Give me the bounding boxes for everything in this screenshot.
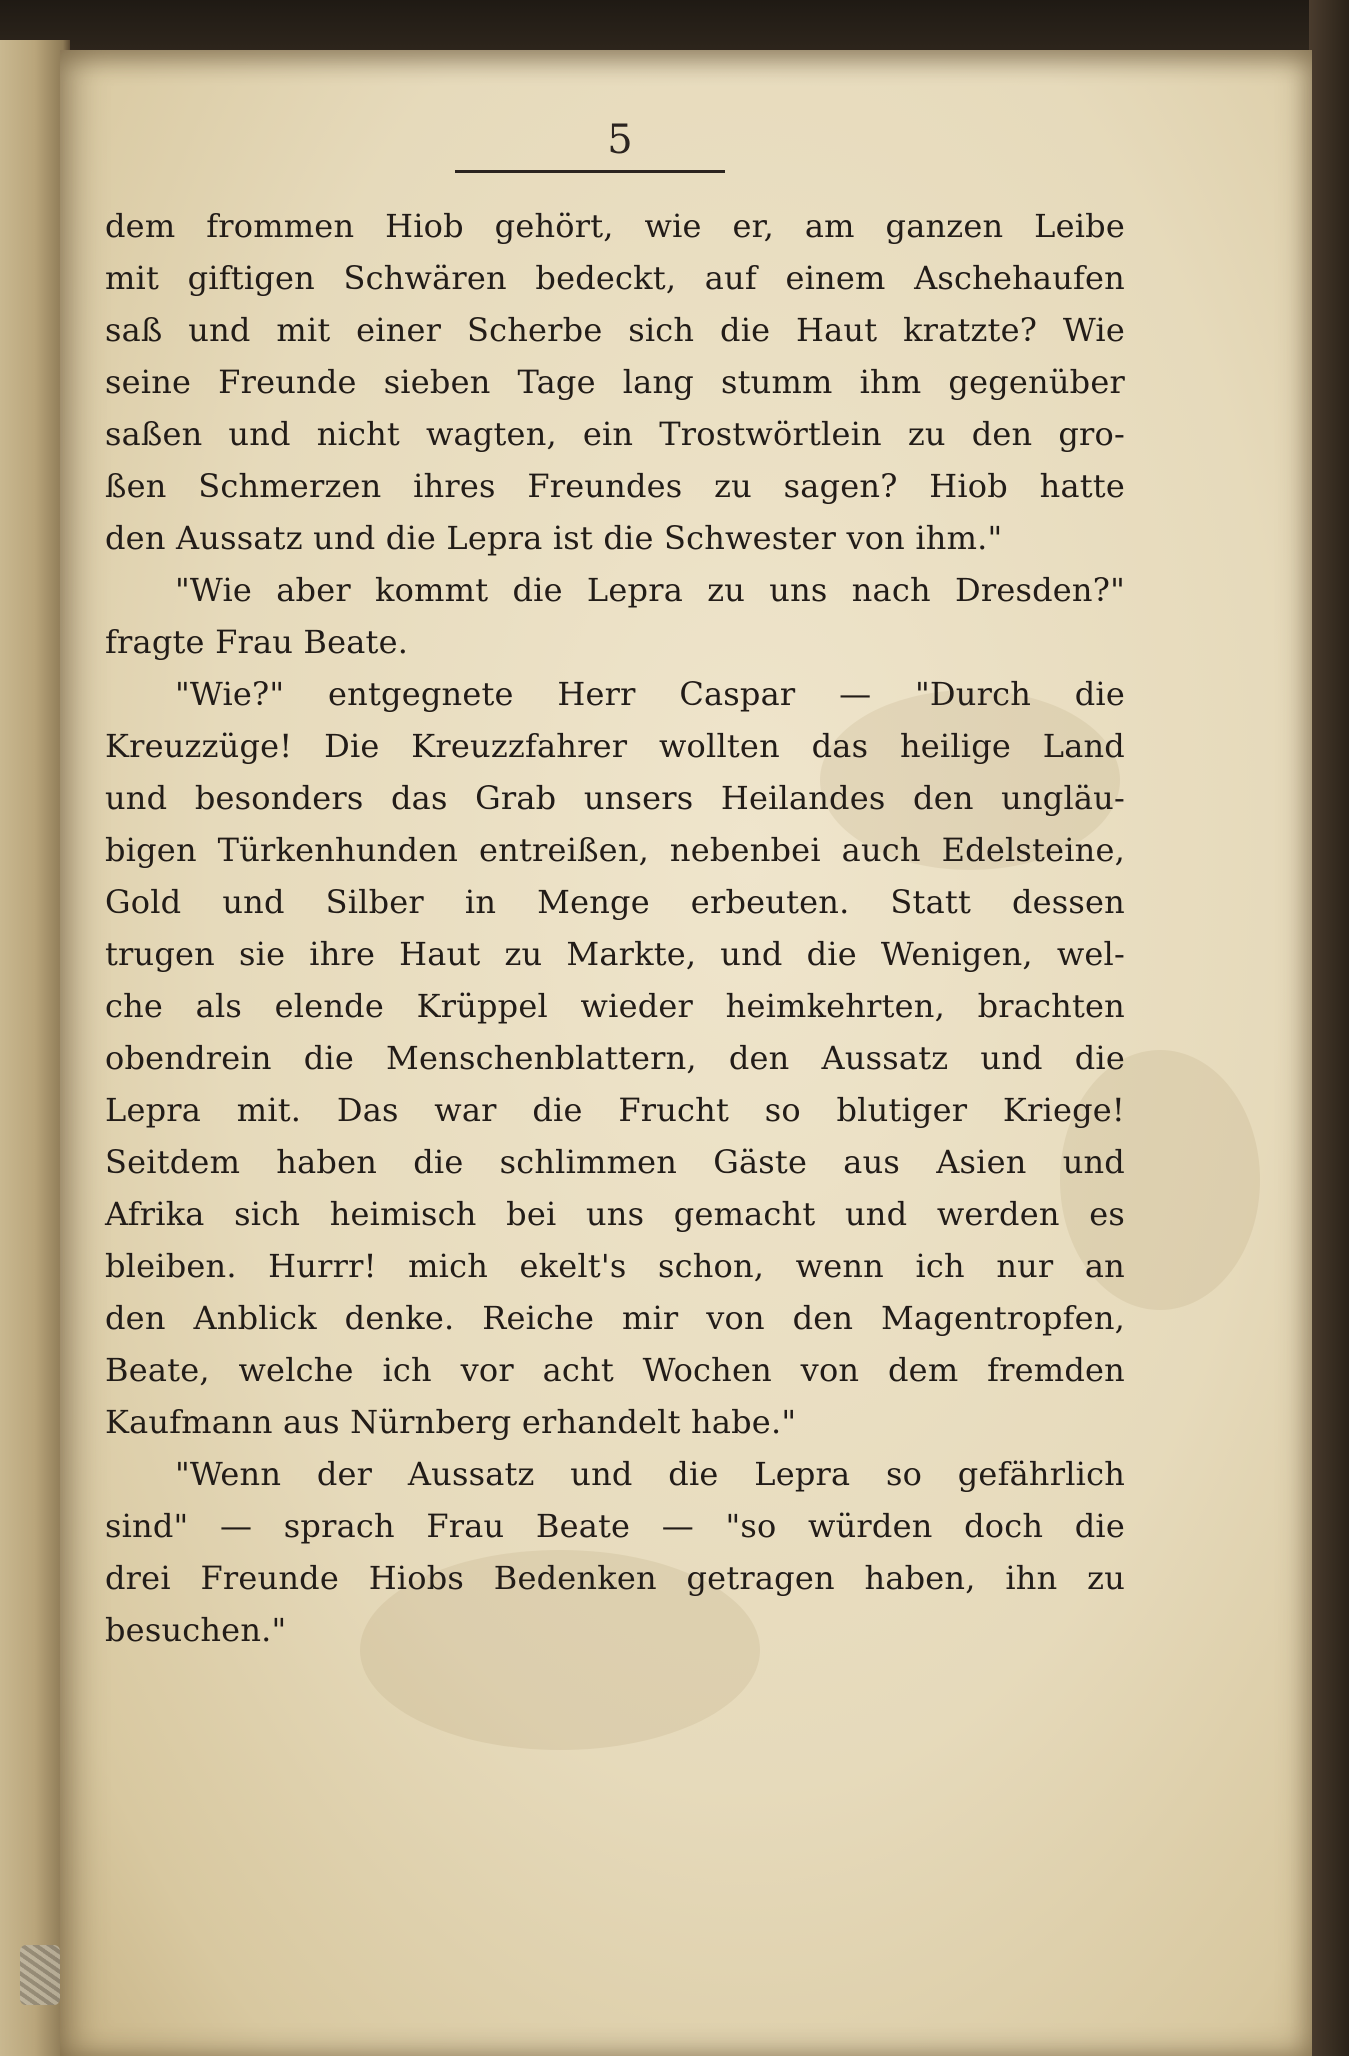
text-line: ßen Schmerzen ihres Freundes zu sagen? Hiob hatte <box>105 467 1125 505</box>
text-line: sind" — sprach Frau Beate — "so würden doch die <box>105 1507 1125 1545</box>
text-line: Afrika sich heimisch bei uns gemacht und werden es <box>105 1195 1125 1233</box>
body-text <box>105 200 1125 1656</box>
text-line: "Wenn der Aussatz und die Lepra so gefährlich <box>175 1455 1125 1493</box>
text-line: obendrein die Menschenblattern, den Aussatz und die <box>105 1039 1125 1077</box>
text-line: Kreuzzüge! Die Kreuzzfahrer wollten das heilige Land <box>105 727 1125 765</box>
text-line: Gold und Silber in Menge erbeuten. Statt dessen <box>105 883 1125 921</box>
text-line: saß und mit einer Scherbe sich die Haut kratzte? Wie <box>105 311 1125 349</box>
text-line: seine Freunde sieben Tage lang stumm ihm gegenüber <box>105 363 1125 401</box>
text-line: den Aussatz und die Lepra ist die Schwester von ihm." <box>105 519 1003 557</box>
text-line: bleiben. Hurrr! mich ekelt's schon, wenn ich nur an <box>105 1247 1125 1285</box>
text-line: "Wie?" entgegnete Herr Caspar — "Durch die <box>175 675 1125 713</box>
header-rule <box>455 170 725 173</box>
text-line: Seitdem haben die schlimmen Gäste aus Asien und <box>105 1143 1125 1181</box>
text-line: Kaufmann aus Nürnberg erhandelt habe." <box>105 1403 797 1441</box>
text-line: Lepra mit. Das war die Frucht so blutiger Kriege! <box>105 1091 1125 1129</box>
text-line: che als elende Krüppel wieder heimkehrten, brachten <box>105 987 1125 1025</box>
bookmark-ribbon <box>20 1945 60 2005</box>
text-line: Beate, welche ich vor acht Wochen von dem fremden <box>105 1351 1125 1389</box>
text-line: bigen Türkenhunden entreißen, nebenbei auch Edelsteine, <box>105 831 1125 869</box>
book-cover-right-edge <box>1309 0 1349 2056</box>
text-line: drei Freunde Hiobs Bedenken getragen haben, ihn zu <box>105 1559 1125 1597</box>
text-line: mit giftigen Schwären bedeckt, auf einem Aschehaufen <box>105 259 1125 297</box>
text-line: den Anblick denke. Reiche mir von den Magentropfen, <box>105 1299 1125 1337</box>
text-line: fragte Frau Beate. <box>105 623 409 661</box>
text-line: trugen sie ihre Haut zu Markte, und die Wenigen, wel- <box>105 935 1125 973</box>
text-line: "Wie aber kommt die Lepra zu uns nach Dresden?" <box>175 571 1125 609</box>
page-number: 5 <box>607 117 633 163</box>
text-line: dem frommen Hiob gehört, wie er, am ganzen Leibe <box>105 207 1125 245</box>
text-line: besuchen." <box>105 1611 287 1649</box>
text-line: saßen und nicht wagten, ein Trostwörtlein zu den gro- <box>105 415 1125 453</box>
text-line: und besonders das Grab unsers Heilandes den ungläu- <box>105 779 1125 817</box>
